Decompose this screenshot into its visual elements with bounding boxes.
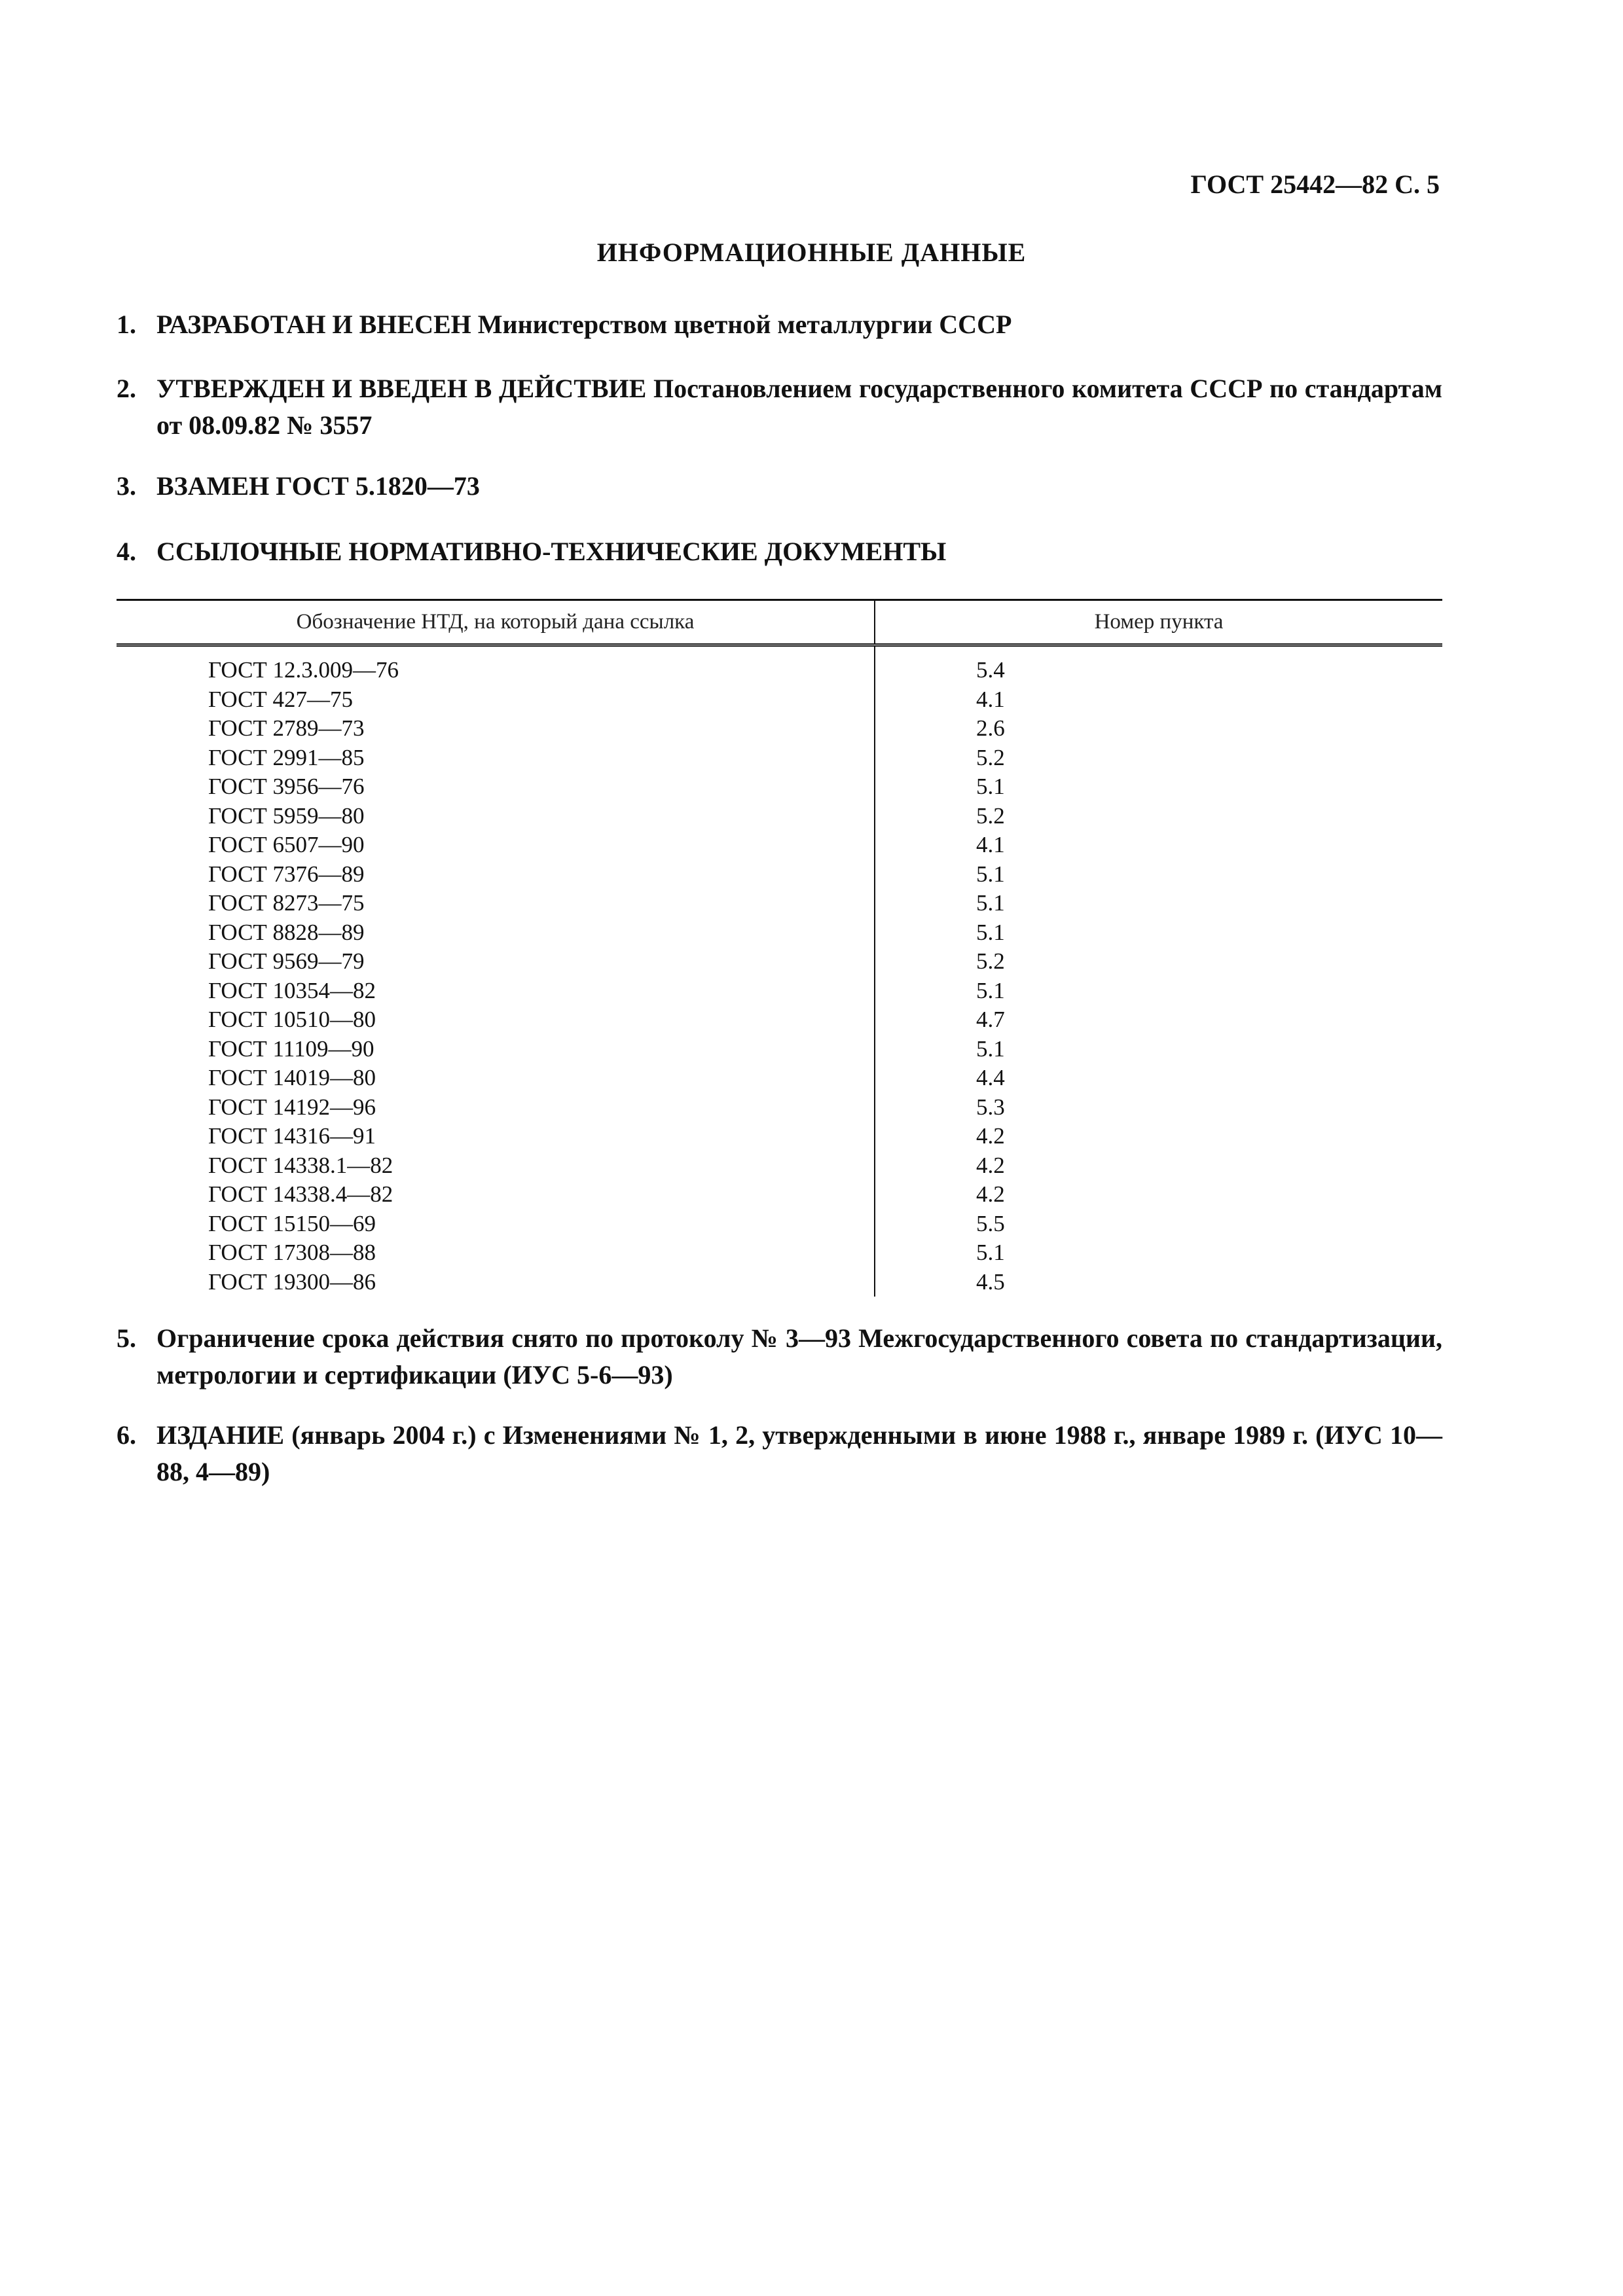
item-text: РАЗРАБОТАН И ВНЕСЕН Министерством цветной металлургии СССР: [156, 310, 1012, 339]
item-number: 3.: [117, 471, 136, 501]
clause-number-cell: 5.2: [976, 802, 1005, 829]
table-row: [117, 918, 1442, 948]
table-row: [117, 1238, 1442, 1268]
item-4: [117, 533, 1442, 570]
references-table: [117, 599, 1442, 1297]
page-title: ИНФОРМАЦИОННЫЕ ДАННЫЕ: [596, 238, 1027, 267]
table-row: [117, 685, 1442, 715]
item-number: 6.: [117, 1420, 136, 1450]
table-row: [117, 802, 1442, 831]
item-text: Ограничение срока действия снято по протоколу № 3—93 Межгосударственного совета по стандартизации, метрологии и сертификации (ИУС 5-6—93): [156, 1323, 1442, 1390]
table-body: [117, 645, 1442, 1297]
clause-number-cell: 5.1: [976, 890, 1005, 916]
clause-number-cell: 5.1: [976, 1035, 1005, 1062]
clause-number-cell: 4.1: [976, 832, 1005, 857]
item-text: ВЗАМЕН ГОСТ 5.1820—73: [156, 471, 480, 501]
clause-number-cell: 4.1: [976, 686, 1005, 712]
page-header-doc-ref: ГОСТ 25442—82 С. 5: [1190, 170, 1440, 199]
document-designation-cell: ГОСТ 2991—85: [117, 744, 875, 773]
document-designation-cell: ГОСТ 12.3.009—76: [117, 645, 875, 685]
table-row: [117, 1093, 1442, 1122]
table-row: [117, 1180, 1442, 1210]
clause-number-cell: 4.5: [976, 1268, 1005, 1295]
clause-number-cell: 5.4: [976, 657, 1005, 683]
document-designation-cell: ГОСТ 17308—88: [117, 1238, 875, 1268]
table-row: [117, 744, 1442, 773]
document-designation-cell: ГОСТ 14316—91: [117, 1122, 875, 1151]
table-row: [117, 1035, 1442, 1064]
document-designation-cell: ГОСТ 11109—90: [117, 1035, 875, 1064]
table-row: [117, 1122, 1442, 1151]
item-text: ССЫЛОЧНЫЕ НОРМАТИВНО-ТЕХНИЧЕСКИЕ ДОКУМЕНТЫ: [156, 537, 947, 566]
document-designation-cell: ГОСТ 15150—69: [117, 1210, 875, 1239]
document-designation-cell: ГОСТ 19300—86: [117, 1268, 875, 1297]
table-row: [117, 977, 1442, 1006]
document-designation-cell: ГОСТ 10510—80: [117, 1005, 875, 1035]
item-1: [117, 306, 1442, 343]
table-header-row: [117, 600, 1442, 645]
clause-number-cell: 4.2: [976, 1181, 1005, 1207]
table-row: [117, 772, 1442, 802]
table-row: [117, 889, 1442, 918]
table-row: [117, 645, 1442, 685]
document-designation-cell: ГОСТ 14019—80: [117, 1064, 875, 1093]
document-designation-cell: ГОСТ 2789—73: [117, 714, 875, 744]
item-text: ИЗДАНИЕ (январь 2004 г.) с Изменениями № 1, 2, утвержденными в июне 1988 г., январе 1989 г. (ИУС 10—88, 4—89): [156, 1420, 1442, 1486]
clause-number-cell: 5.1: [976, 1240, 1005, 1265]
table-row: [117, 831, 1442, 860]
table-row: [117, 860, 1442, 889]
clause-number-cell: 5.2: [976, 948, 1005, 974]
document-designation-cell: ГОСТ 14338.1—82: [117, 1151, 875, 1181]
item-text: УТВЕРЖДЕН И ВВЕДЕН В ДЕЙСТВИЕ Постановлением государственного комитета СССР по стандартам от 08.09.82 № 3557: [156, 374, 1442, 440]
item-number: 2.: [117, 374, 136, 403]
item-3: [117, 468, 1442, 505]
clause-number-cell: 4.4: [976, 1065, 1005, 1090]
document-designation-cell: ГОСТ 8273—75: [117, 889, 875, 918]
item-number: 5.: [117, 1323, 136, 1353]
item-6: [117, 1417, 1442, 1490]
clause-number-cell: 5.1: [976, 919, 1005, 945]
item-number: 1.: [117, 310, 136, 339]
document-designation-cell: ГОСТ 14338.4—82: [117, 1180, 875, 1210]
document-designation-cell: ГОСТ 3956—76: [117, 772, 875, 802]
document-designation-cell: ГОСТ 10354—82: [117, 977, 875, 1006]
table-row: [117, 947, 1442, 977]
clause-number-cell: 4.2: [976, 1152, 1005, 1178]
clause-number-cell: 5.1: [976, 774, 1005, 799]
clause-number-cell: 4.7: [976, 1007, 1005, 1032]
table-row: [117, 1268, 1442, 1297]
item-2: [117, 370, 1442, 444]
table-row: [117, 1064, 1442, 1093]
column-header-document: Обозначение НТД, на который дана ссылка: [117, 600, 875, 645]
document-designation-cell: ГОСТ 5959—80: [117, 802, 875, 831]
clause-number-cell: 2.6: [976, 715, 1005, 741]
document-designation-cell: ГОСТ 9569—79: [117, 947, 875, 977]
table-row: [117, 1151, 1442, 1181]
clause-number-cell: 5.5: [976, 1210, 1005, 1236]
clause-number-cell: 5.2: [976, 744, 1005, 770]
clause-number-cell: 5.3: [976, 1094, 1005, 1120]
item-number: 4.: [117, 537, 136, 566]
clause-number-cell: 5.1: [976, 861, 1005, 887]
table-row: [117, 1210, 1442, 1239]
table-row: [117, 714, 1442, 744]
document-designation-cell: ГОСТ 7376—89: [117, 860, 875, 889]
item-5: [117, 1320, 1442, 1393]
table-row: [117, 1005, 1442, 1035]
document-designation-cell: ГОСТ 8828—89: [117, 918, 875, 948]
clause-number-cell: 4.2: [976, 1123, 1005, 1149]
clause-number-cell: 5.1: [976, 977, 1005, 1003]
document-designation-cell: ГОСТ 6507—90: [117, 831, 875, 860]
document-designation-cell: ГОСТ 14192—96: [117, 1093, 875, 1122]
column-header-clause: Номер пункта: [1094, 610, 1224, 634]
document-designation-cell: ГОСТ 427—75: [117, 685, 875, 715]
